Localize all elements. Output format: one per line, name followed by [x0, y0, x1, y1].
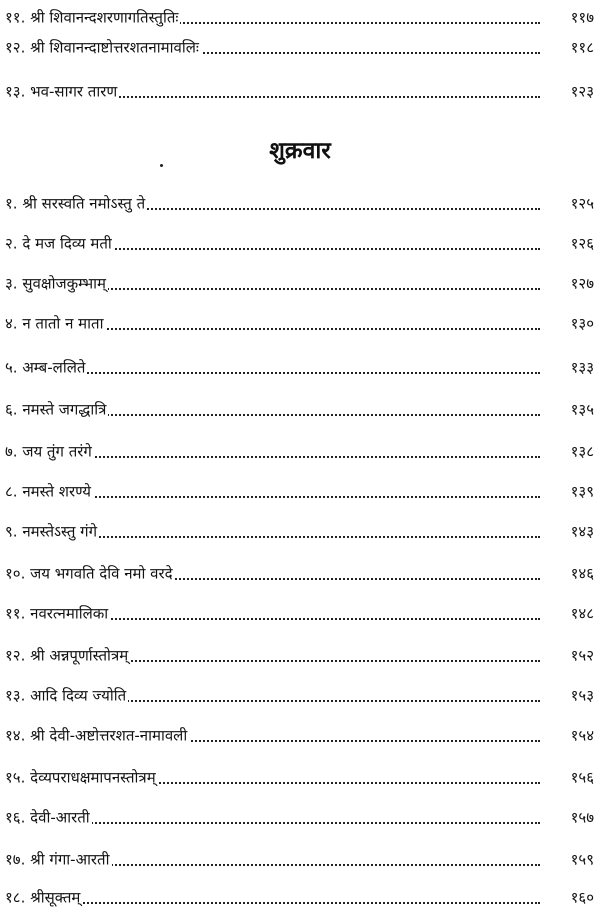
toc-entry	[0, 800, 600, 836]
toc-entry	[0, 74, 600, 110]
entry-page-number: ११८	[567, 41, 594, 56]
entry-page-number: १३९	[567, 485, 594, 500]
toc-entry	[0, 842, 600, 878]
toc-entry	[0, 392, 600, 428]
entry-title: १. श्री सरस्वति नमोऽस्तु ते	[5, 194, 146, 213]
toc-entry	[0, 186, 600, 222]
entry-title: ५. अम्ब-ललिते	[5, 358, 86, 377]
entry-title: १४. श्री देवी-अष्टोत्तरशत-नामावली	[5, 726, 188, 745]
toc-entry	[0, 434, 600, 470]
entry-title: ४. न तातो न माता	[5, 314, 104, 333]
entry-page-number: १३३	[567, 361, 594, 376]
entry-title: १२. श्री अन्नपूर्णास्तोत्रम्	[5, 646, 129, 665]
dot-leader	[12, 372, 540, 374]
toc-entry	[0, 474, 600, 510]
entry-title: ३. सुवक्षोजकुम्भाम्	[5, 274, 107, 293]
entry-page-number: १५२	[567, 649, 594, 664]
entry-title: ६. नमस्ते जगद्धात्रि	[5, 400, 107, 419]
toc-entry	[0, 638, 600, 674]
entry-page-number: १२५	[567, 197, 594, 212]
dot-leader	[12, 902, 540, 904]
entry-page-number: १५७	[567, 811, 594, 826]
section-heading: शुक्रवार	[269, 138, 331, 164]
toc-entry	[0, 556, 600, 592]
entry-page-number: १५९	[567, 853, 594, 868]
entry-page-number: १४३	[567, 525, 594, 540]
entry-page-number: १६०	[567, 891, 594, 906]
entry-page-number: १३०	[567, 317, 594, 332]
entry-page-number: १२६	[567, 237, 594, 252]
entry-title: ९. नमस्तेऽस्तु गंगे	[5, 522, 98, 541]
stray-ink-dot	[160, 164, 163, 167]
entry-title: १६. देवी-आरती	[5, 808, 90, 827]
toc-entry	[0, 30, 600, 66]
entry-page-number: १३८	[567, 445, 594, 460]
entry-page-number: १४८	[567, 607, 594, 622]
entry-title: १५. देव्यपराधक्षमापनस्तोत्रम्	[5, 768, 156, 787]
entry-title: १०. जय भगवति देवि नमो वरदे	[5, 564, 173, 583]
entry-page-number: १५६	[567, 771, 594, 786]
entry-page-number: १४६	[567, 567, 594, 582]
entry-page-number: १५३	[567, 689, 594, 704]
entry-title: २. दे मज दिव्य मती	[5, 234, 112, 253]
toc-entry	[0, 718, 600, 754]
entry-page-number: १२७	[567, 277, 594, 292]
entry-title: १८. श्रीसूक्तम्	[5, 888, 81, 907]
toc-entry	[0, 880, 600, 916]
entry-title: ७. जय तुंग तरंगे	[5, 442, 92, 461]
entry-page-number: १५४	[567, 729, 594, 744]
entry-title: १३. भव-सागर तारण	[5, 82, 118, 101]
toc-entry	[0, 306, 600, 342]
entry-page-number: १३५	[567, 403, 594, 418]
entry-page-number: ११७	[567, 11, 594, 26]
entry-title: १३. आदि दिव्य ज्योति	[5, 686, 127, 705]
entry-title: १२. श्री शिवानन्दाष्टोत्तरशतनामावलिः	[5, 38, 199, 57]
toc-entry	[0, 760, 600, 796]
toc-entry	[0, 350, 600, 386]
toc-entry	[0, 226, 600, 262]
toc-entry	[0, 514, 600, 550]
toc-entry	[0, 678, 600, 714]
entry-title: ८. नमस्ते शरण्ये	[5, 482, 91, 501]
entry-title: ११. श्री शिवानन्दशरणागतिस्तुतिः	[5, 8, 179, 27]
entry-title: १७. श्री गंगा-आरती	[5, 850, 110, 869]
toc-entry	[0, 266, 600, 302]
toc-entry	[0, 596, 600, 632]
entry-title: ११. नवरत्नमालिका	[5, 604, 109, 623]
entry-page-number: १२३	[567, 85, 594, 100]
